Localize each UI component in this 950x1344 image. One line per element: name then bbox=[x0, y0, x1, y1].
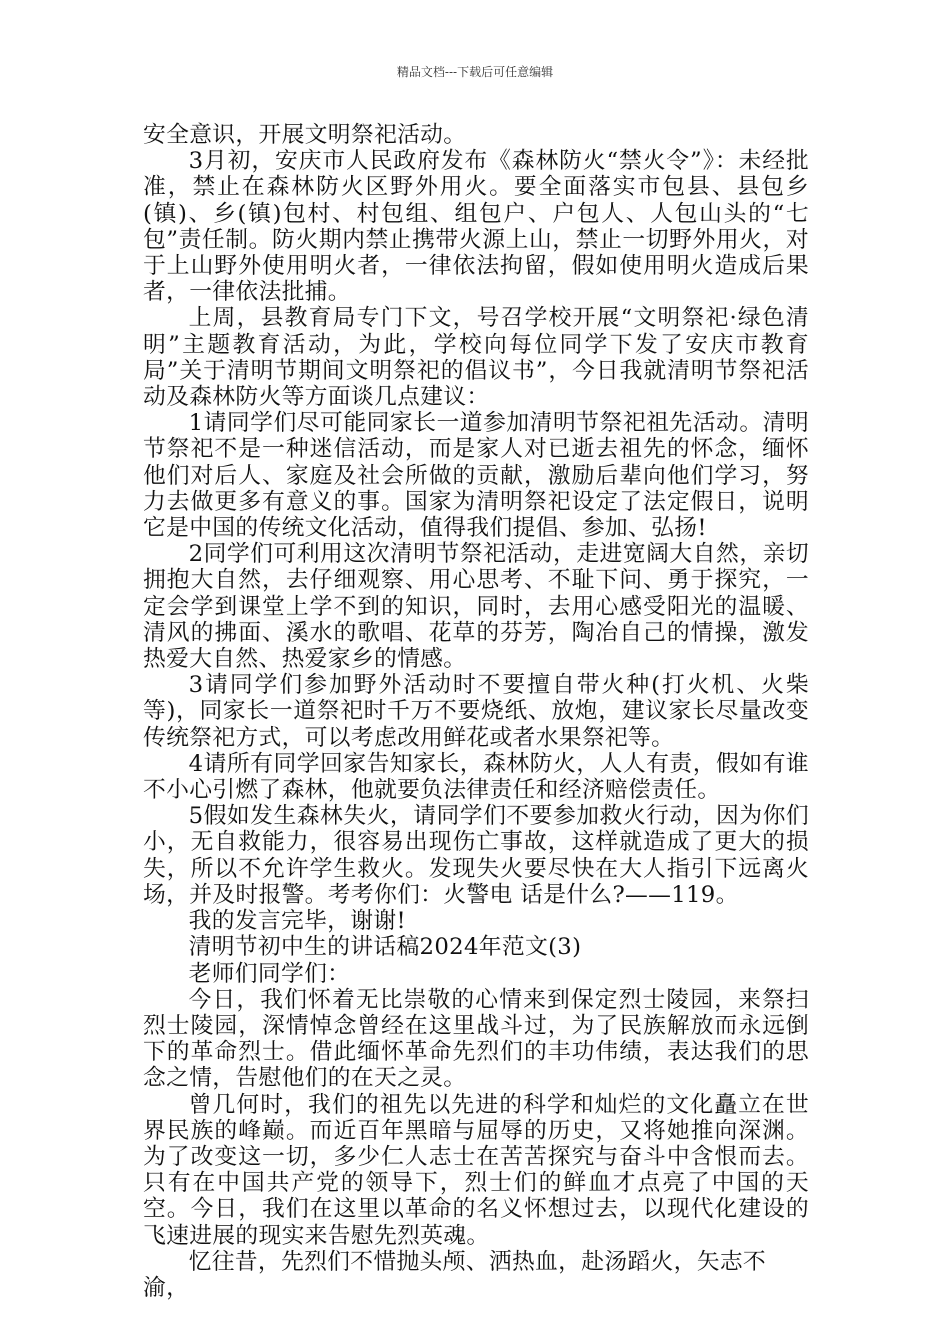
document-body bbox=[143, 122, 809, 1301]
paragraph-1: 安全意识，开展文明祭祀活动。 bbox=[143, 122, 467, 148]
paragraph-8: 5假如发生森林失火，请同学们不要参加救火行动，因为你们小，无自救能力，很容易出现伤亡事故，这样就造成了更大的损失，所以不允许学生救火。发现失火要尽快在大人指引下远离火场，并及时报警。考考你们：火警电 话是什么?——119。 bbox=[143, 803, 809, 908]
paragraph-3: 上周，县教育局专门下文，号召学校开展“文明祭祀·绿色清明”主题教育活动，为此，学校向每位同学下发了安庆市教育局”关于清明节期间文明祭祀的倡议书”，今日我就清明节祭祀活动及森林防火等方面谈几点建议： bbox=[143, 305, 809, 411]
paragraph-14: 忆往昔，先烈们不惜抛头颅、洒热血，赴汤蹈火，矢志不渝， bbox=[143, 1248, 767, 1301]
paragraph-10-heading: 清明节初中生的讲话稿2024年范文(3) bbox=[188, 934, 582, 961]
paragraph-13: 曾几何时，我们的祖先以先进的科学和灿烂的文化矗立在世界民族的峰巅。而近百年黑暗与屈辱的历史，又将她推向深渊。为了改变这一切，多少仁人志士在苦苦探究与奋斗中含恨而去。只有在中国共产党的领导下，烈士们的鲜血才点亮了中国的天空。今日，我们在这里以革命的名义怀想过去，以现代化建设的飞速进展的现实来告慰先烈英魂。 bbox=[143, 1091, 809, 1249]
paragraph-6: 3请同学们参加野外活动时不要擅自带火种(打火机、火柴等)，同家长一道祭祀时千万不要烧纸、放炮，建议家长尽量改变传统祭祀方式，可以考虑改用鲜花或者水果祭祀等。 bbox=[143, 672, 809, 751]
paragraph-11-salutation: 老师们同学们： bbox=[188, 960, 351, 987]
paragraph-12: 今日，我们怀着无比崇敬的心情来到保定烈士陵园，来祭扫烈士陵园，深情悼念曾经在这里战斗过，为了民族解放而永远倒下的革命烈士。借此缅怀革命先烈们的丰功伟绩，表达我们的思念之情，告慰他们的在天之灵。 bbox=[143, 986, 809, 1092]
paragraph-4: 1请同学们尽可能同家长一道参加清明节祭祀祖先活动。清明节祭祀不是一种迷信活动，而是家人对已逝去祖先的怀念，缅怀他们对后人、家庭及社会所做的贡献，激励后辈向他们学习，努力去做更多有意义的事。国家为清明祭祀设定了法定假日，说明它是中国的传统文化活动，值得我们提倡、参加、弘扬! bbox=[143, 410, 809, 542]
paragraph-7: 4请所有同学回家告知家长，森林防火，人人有责，假如有谁不小心引燃了森林，他就要负法律责任和经济赔偿责任。 bbox=[143, 750, 809, 804]
paragraph-2: 3月初，安庆市人民政府发布《森林防火“禁火令”》：未经批准，禁止在森林防火区野外用火。要全面落实市包县、县包乡(镇)、乡(镇)包村、村包组、组包户、户包人、人包山头的“七包”责任制。防火期内禁止携带火源上山，禁止一切野外用火，对于上山野外使用明火者，一律依法拘留，假如使用明火造成后果者，一律依法批捕。 bbox=[143, 148, 809, 306]
paragraph-5: 2同学们可利用这次清明节祭祀活动，走进宽阔大自然，亲切拥抱大自然，去仔细观察、用心思考、不耻下问、勇于探究，一定会学到课堂上学不到的知识，同时，去用心感受阳光的温暖、清风的拂面、溪水的歌唱、花草的芬芳，陶冶自己的情操，激发热爱大自然、热爱家乡的情感。 bbox=[143, 541, 809, 673]
page-header: 精品文档---下载后可任意编辑 bbox=[396, 65, 554, 79]
paragraph-9: 我的发言完毕，谢谢! bbox=[188, 908, 406, 935]
